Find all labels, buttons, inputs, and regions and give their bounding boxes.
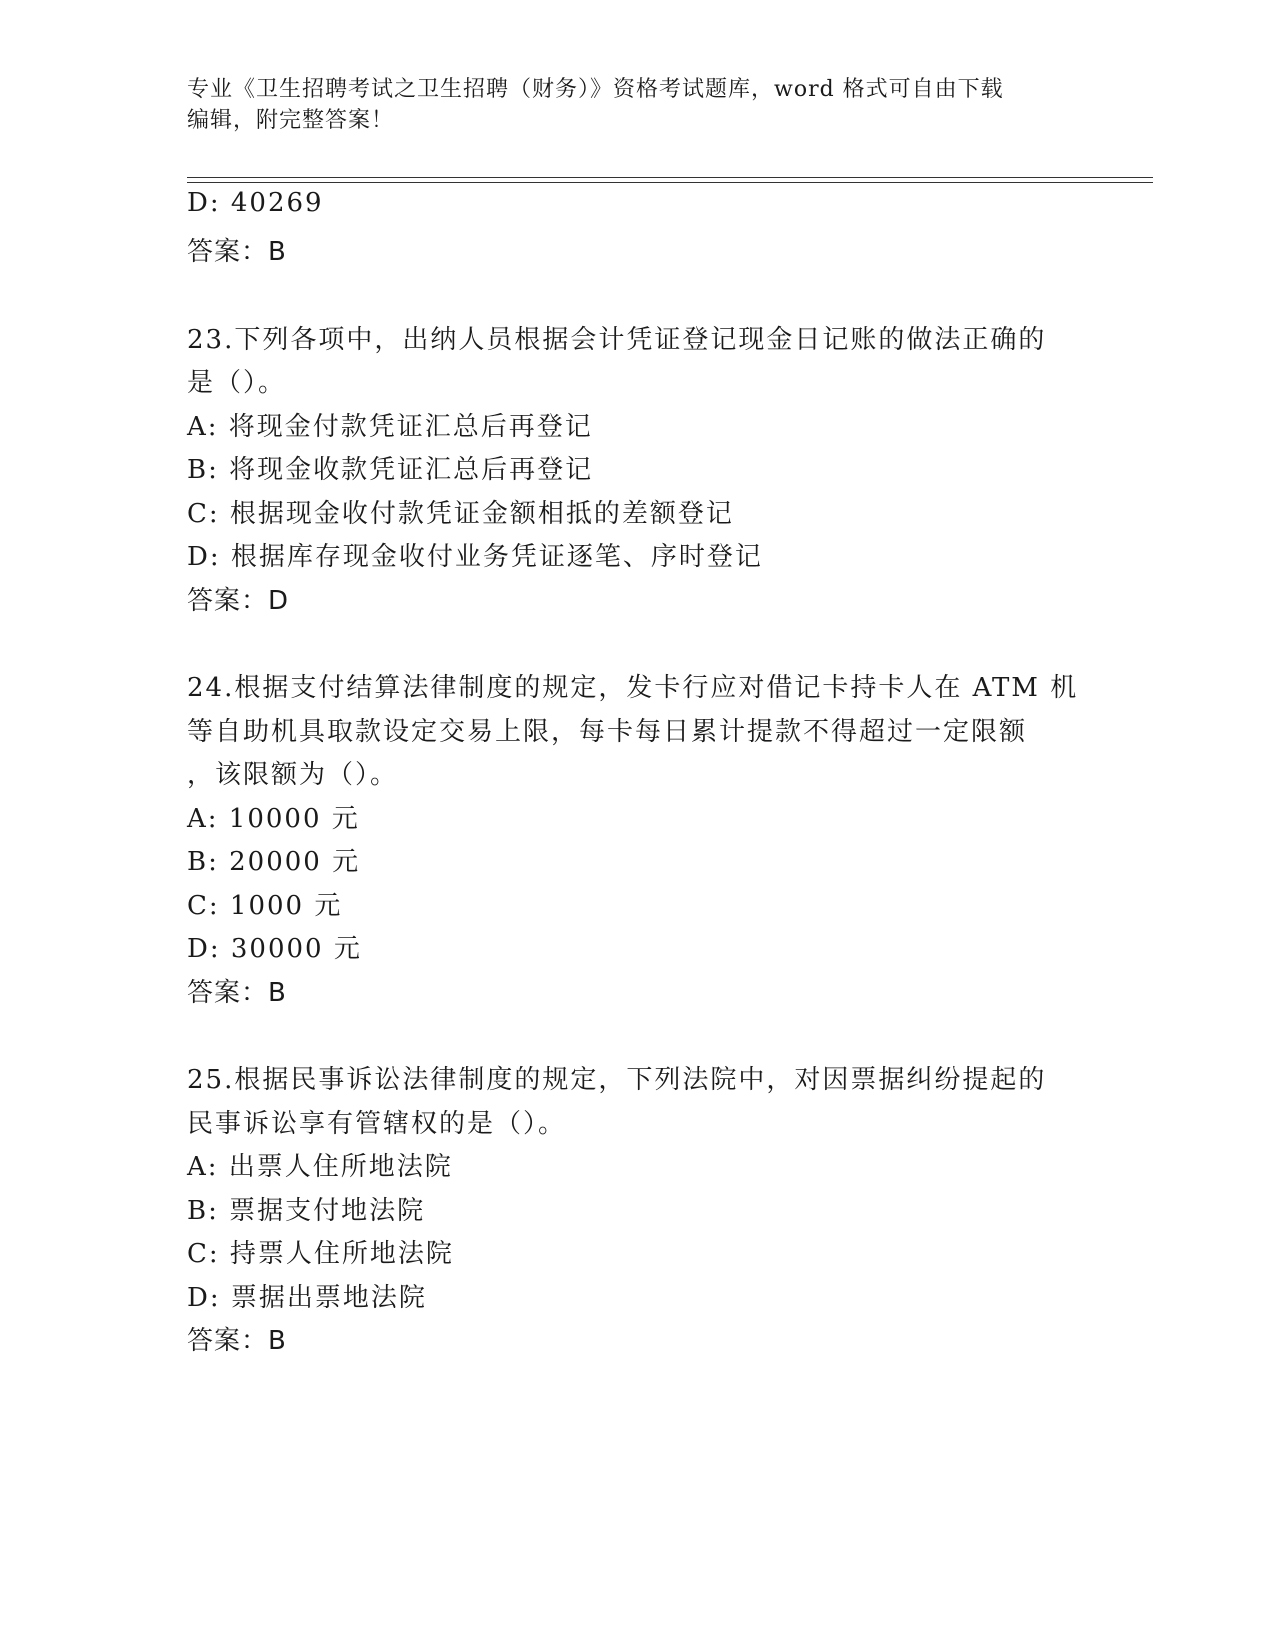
q24-option-c: C: 1000 元 bbox=[187, 891, 343, 921]
page-header bbox=[187, 74, 1067, 136]
prev-answer: 答案：B bbox=[187, 237, 287, 267]
q23-option-a: A: 将现金付款凭证汇总后再登记 bbox=[187, 412, 593, 442]
q25-option-a: A: 出票人住所地法院 bbox=[187, 1152, 453, 1182]
q23-option-b: B: 将现金收款凭证汇总后再登记 bbox=[187, 455, 594, 485]
q23-option-d: D: 根据库存现金收付业务凭证逐笔、序时登记 bbox=[187, 542, 763, 572]
q24-option-d: D: 30000 元 bbox=[187, 934, 362, 964]
header-line-1: 专业《卫生招聘考试之卫生招聘（财务）》资格考试题库，word 格式可自由下载 bbox=[187, 77, 1004, 102]
q25-answer: 答案：B bbox=[187, 1326, 287, 1356]
q24-text-line-1: 24.根据支付结算法律制度的规定，发卡行应对借记卡持卡人在 ATM 机 bbox=[187, 673, 1079, 703]
q24-answer: 答案：B bbox=[187, 978, 287, 1008]
header-line-2: 编辑，附完整答案！ bbox=[187, 108, 395, 133]
q25-option-c: C: 持票人住所地法院 bbox=[187, 1239, 454, 1269]
q25-text-line-1: 25.根据民事诉讼法律制度的规定，下列法院中，对因票据纠纷提起的 bbox=[187, 1065, 1047, 1095]
q24-text-line-2: 等自助机具取款设定交易上限，每卡每日累计提款不得超过一定限额 bbox=[187, 717, 1028, 747]
header-divider-bottom bbox=[187, 182, 1153, 183]
q23-option-c: C: 根据现金收付款凭证金额相抵的差额登记 bbox=[187, 499, 734, 529]
q23-answer: 答案：D bbox=[187, 586, 290, 616]
header-divider-top bbox=[187, 177, 1153, 178]
q24-option-b: B: 20000 元 bbox=[187, 847, 361, 877]
q23-text-line-2: 是（）。 bbox=[187, 368, 287, 398]
q25-option-b: B: 票据支付地法院 bbox=[187, 1196, 426, 1226]
q25-option-d: D: 票据出票地法院 bbox=[187, 1283, 427, 1313]
q25-text-line-2: 民事诉讼享有管辖权的是（）。 bbox=[187, 1109, 567, 1139]
prev-option-d: D: 40269 bbox=[187, 188, 324, 218]
q24-text-line-3: ，该限额为（）。 bbox=[187, 760, 399, 790]
q23-text-line-1: 23.下列各项中，出纳人员根据会计凭证登记现金日记账的做法正确的 bbox=[187, 325, 1047, 355]
q24-option-a: A: 10000 元 bbox=[187, 804, 360, 834]
